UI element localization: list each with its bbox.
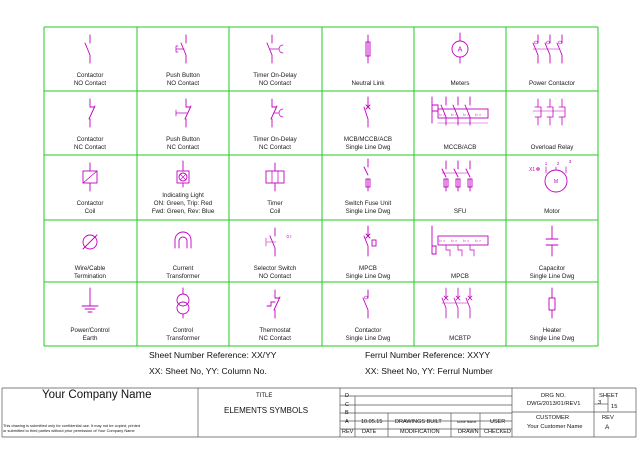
rev-header-checked: CHECKED: [484, 429, 511, 435]
sfu-icon: [442, 161, 472, 191]
symbol-drawings: [82, 33, 572, 318]
svg-text:I> >: I> >: [438, 113, 446, 117]
sheet-total: 15: [611, 404, 618, 410]
symbol-label: MPCB: [359, 265, 377, 272]
mccb-acb-icon: [432, 97, 488, 125]
symbol-label: Current: [172, 265, 194, 272]
ferrul-number-reference: Ferrul Number Reference: XXYY: [365, 350, 491, 360]
heater-icon: [549, 288, 555, 318]
power-contactor-icon: [533, 35, 562, 63]
sheet-column-note: XX: Sheet No, YY: Column No.: [149, 366, 267, 376]
symbol-grid: [44, 27, 598, 346]
mcb-single-line-icon: [364, 97, 370, 127]
symbol-label: NC Contact: [259, 335, 291, 342]
symbol-label: NC Contact: [259, 144, 291, 151]
symbol-label: SFU: [453, 208, 467, 215]
contactor-no-icon: [85, 35, 90, 63]
svg-text:I> >: I> >: [450, 113, 458, 117]
symbol-label: Single Line Dwg: [345, 144, 391, 151]
control-transformer-icon: [177, 288, 189, 318]
earth-icon: [82, 288, 98, 312]
meter-icon: [452, 33, 468, 63]
symbol-label: Coil: [84, 208, 96, 215]
symbol-label: Termination: [74, 273, 106, 280]
rev-a-checked: USER: [490, 419, 506, 425]
contactor-nc-icon: [89, 99, 95, 127]
svg-text:3: 3: [568, 159, 572, 164]
symbol-label: Contactor: [354, 327, 382, 334]
symbol-label: MPCB: [451, 273, 469, 280]
rev-value: A: [605, 424, 610, 431]
symbol-label: NO Contact: [258, 80, 292, 87]
timer-on-delay-nc-icon: [271, 99, 283, 127]
symbol-label: MCB/MCCB/ACB: [343, 136, 393, 143]
rev-a-modification: DRAWINGS BUILT: [395, 419, 442, 425]
drg-no-label: DRG NO.: [541, 393, 566, 399]
svg-text:I> >: I> >: [438, 239, 446, 243]
rev-a-date: 10.05.15: [361, 419, 383, 425]
symbol-label: MCBTP: [449, 335, 471, 342]
contactor-coil-icon: [83, 163, 97, 191]
symbol-label: Earth: [82, 335, 98, 342]
symbol-label: Neutral Link: [351, 80, 385, 87]
symbol-label: Power/Control: [70, 327, 110, 334]
switch-fuse-unit-icon: [364, 159, 370, 191]
rev-label: REV: [602, 415, 614, 421]
symbol-label: Single Line Dwg: [345, 335, 391, 342]
neutral-link-icon: [366, 35, 370, 63]
svg-text:I> >: I> >: [474, 113, 482, 117]
title-label: TITLE: [256, 393, 273, 399]
rev-letter-b: B: [345, 410, 349, 416]
symbol-label: Single Line Dwg: [345, 208, 391, 215]
capacitor-icon: [546, 226, 558, 256]
symbol-label: Wire/Cable: [74, 265, 106, 272]
timer-coil-icon: [266, 163, 284, 191]
disclaimer-line-1: This drawing is submitted only for confidential use. It may not be copied, printed: [3, 423, 141, 428]
symbol-label: Indicating Light: [162, 192, 204, 199]
svg-text:A: A: [457, 46, 463, 54]
svg-text:1: 1: [544, 161, 548, 166]
current-transformer-icon: [175, 232, 191, 248]
sheet-number: 3: [598, 400, 602, 406]
rev-letter-a: A: [345, 419, 349, 425]
svg-text:0 I: 0 I: [286, 234, 292, 239]
sheet-number-reference: Sheet Number Reference: XX/YY: [149, 350, 277, 360]
sheet-label: SHEET: [599, 393, 619, 399]
symbol-label: Single Line Dwg: [529, 335, 575, 342]
symbol-label: NC Contact: [167, 144, 199, 151]
ferrul-sheet-note: XX: Sheet No, YY: Ferrul Number: [365, 366, 493, 376]
symbol-label: Single Line Dwg: [345, 273, 391, 280]
svg-text:I> >: I> >: [450, 239, 458, 243]
symbol-label: Thermostat: [259, 327, 291, 334]
symbol-label: Transformer: [166, 335, 200, 342]
svg-text:M: M: [553, 179, 559, 185]
drawing-title: ELEMENTS SYMBOLS: [224, 406, 309, 415]
symbol-label: Power Contactor: [528, 80, 576, 87]
overload-relay-icon: [533, 99, 565, 125]
drg-no-value: DWG/2013/01/REV1: [527, 401, 581, 407]
selector-switch-icon: [266, 228, 292, 256]
symbol-label: Motor: [544, 208, 560, 215]
rev-header-modification: MODIFICATION: [400, 429, 440, 435]
symbol-label: Selector Switch: [253, 265, 297, 272]
symbol-label: Timer On-Delay: [253, 136, 297, 143]
rev-letter-c: C: [345, 402, 349, 408]
symbol-label: NC Contact: [74, 144, 106, 151]
symbol-label: Contactor: [76, 136, 104, 143]
rev-header-drawn: DRAWN: [458, 429, 479, 435]
customer-name: Your Customer Name: [527, 424, 583, 430]
symbol-label: Heater: [542, 327, 562, 334]
symbol-labels: [70, 72, 575, 342]
symbol-label: Control: [173, 327, 193, 334]
company-name: Your Company Name: [42, 389, 152, 401]
timer-on-delay-no-icon: [267, 35, 283, 63]
symbol-label: Overload Relay: [530, 144, 574, 151]
push-button-no-icon: [176, 35, 186, 63]
disclaimer-line-2: or submitted to third parties without prior permission of Your Company Name: [3, 428, 135, 433]
svg-text:I> >: I> >: [462, 239, 470, 243]
rev-header-date: DATE: [362, 429, 377, 435]
symbol-label: NO Contact: [73, 80, 107, 87]
thermostat-nc-icon: [267, 290, 280, 318]
indicating-light-icon: [177, 161, 189, 187]
disclaimer-note: [3, 423, 140, 433]
symbol-label: Fwd: Green, Rev: Blue: [151, 208, 215, 215]
rev-letter-d: D: [345, 393, 349, 399]
customer-label: CUSTOMER: [536, 415, 570, 421]
symbol-label: Push Button: [166, 136, 200, 143]
symbol-label: Contactor: [76, 200, 104, 207]
symbol-label: Meters: [450, 80, 470, 87]
rev-header-rev: REV: [342, 429, 354, 435]
symbol-label: Coil: [269, 208, 281, 215]
mpcb-icon: [432, 226, 488, 256]
symbol-label: ON: Green, Trip: Red: [153, 200, 213, 207]
push-button-nc-icon: [176, 99, 191, 127]
symbol-label: Capacitor: [538, 265, 566, 272]
symbol-label: Transformer: [166, 273, 200, 280]
symbol-label: Contactor: [76, 72, 104, 79]
mcbtp-icon: [442, 288, 472, 318]
symbol-label: Switch Fuse Unit: [344, 200, 392, 207]
mpcb-single-line-icon: [364, 226, 376, 256]
symbol-label: Timer: [267, 200, 283, 207]
rev-a-drawn: some Name: [457, 420, 477, 424]
svg-text:I> >: I> >: [474, 239, 482, 243]
svg-text:X1: X1: [528, 167, 536, 173]
symbol-label: MCCB/ACB: [443, 144, 477, 151]
symbol-label: NO Contact: [166, 80, 200, 87]
symbol-label: Push Button: [166, 72, 200, 79]
svg-text:I> >: I> >: [462, 113, 470, 117]
symbol-label: Single Line Dwg: [529, 273, 575, 280]
symbol-label: NO Contact: [258, 273, 292, 280]
contactor-single-line-icon: [363, 290, 368, 318]
motor-icon: [529, 159, 572, 192]
svg-text:2: 2: [556, 161, 560, 166]
symbol-label: Timer On-Delay: [253, 72, 297, 79]
cable-termination-icon: [83, 235, 97, 249]
